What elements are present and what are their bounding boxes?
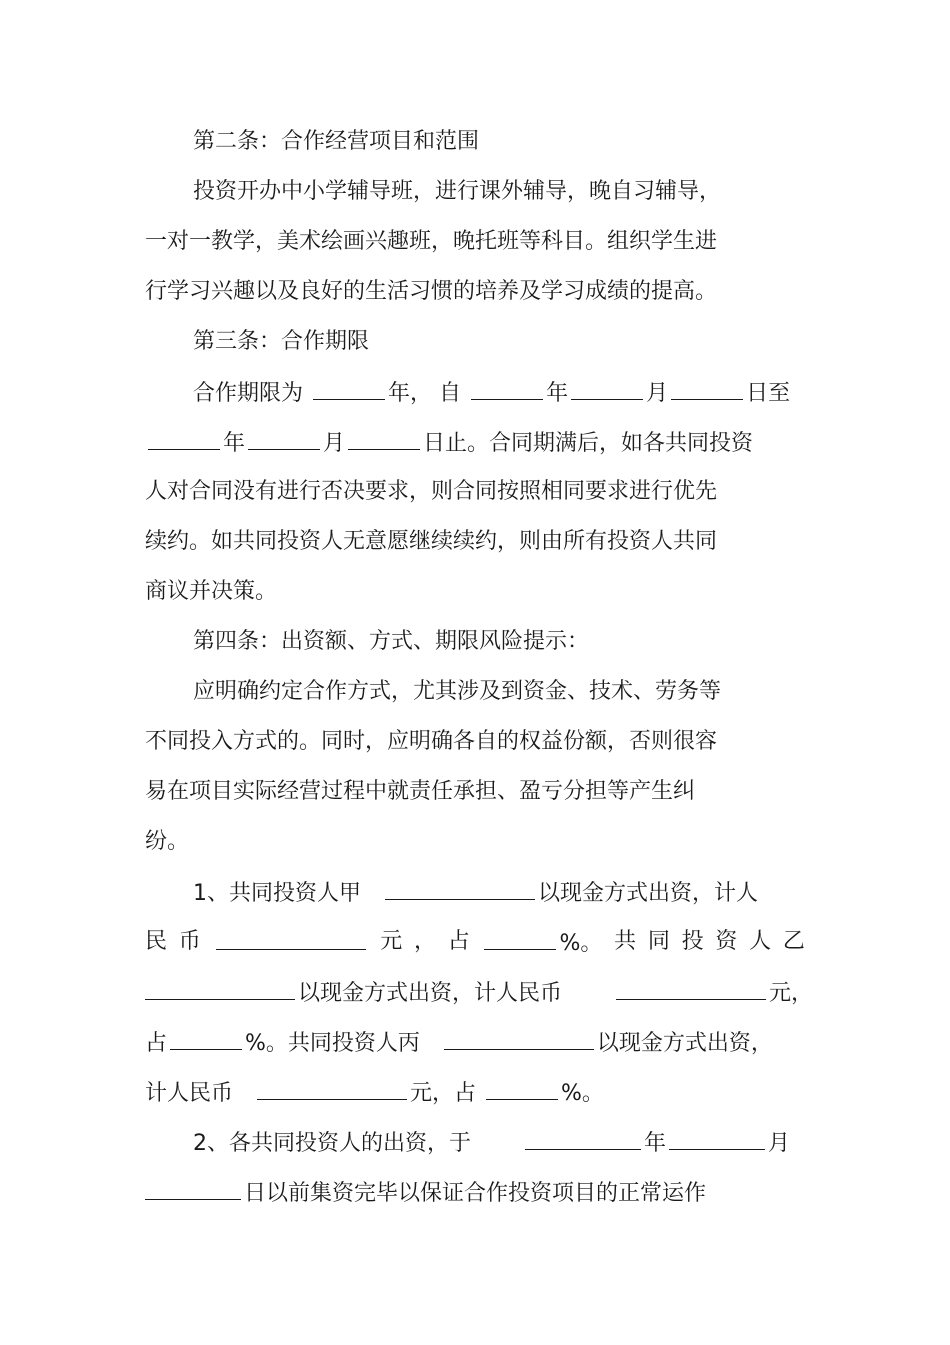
section2-para-line1: 投资开办中小学辅导班，进行课外辅导，晚自习辅导， [193,179,722,204]
clause1-line1: 1、共同投资人甲 以现金方式出资，计人 [193,877,758,907]
term-years-blank [313,377,385,400]
term-line2: 年 月 日止。合同期满后，如各共同投资 [145,427,753,457]
clause2-line1: 2、各共同投资人的出资，于 年 月 [193,1127,790,1157]
clause1-line2: 民 币 元 ， 占 %。 共 同 投 资 人 乙 [145,929,805,956]
investor-a-percent-blank [484,927,556,950]
investor-a-amount-blank [216,927,366,950]
investor-b-percent-blank [170,1027,242,1050]
end-month-blank [248,427,320,450]
section4-heading: 第四条：出资额、方式、期限风险提示： [193,629,590,654]
section2-heading: 第二条：合作经营项目和范围 [193,129,480,154]
investor-c-amount-blank [257,1077,407,1100]
section4-para-line2: 不同投入方式的。同时，应明确各自的权益份额，否则很容 [145,729,718,754]
clause1-line5: 计人民币 元，占 %。 [145,1077,604,1107]
clause2-line2: 日以前集资完毕以保证合作投资项目的正常运作 [145,1177,706,1207]
investor-a-name-blank [385,877,535,900]
section4-para-line4: 纷。 [145,829,190,854]
section2-para-line3: 行学习兴趣以及良好的生活习惯的培养及学习成绩的提高。 [145,279,718,304]
clause1-line4: 占 %。共同投资人丙 以现金方式出资， [145,1027,773,1057]
term-line1: 合作期限为 年， 自 年 月 日至 [193,377,790,407]
deadline-year-blank [525,1127,641,1150]
clause1-line3: 以现金方式出资，计人民币 元， [145,977,813,1007]
term-line3: 人对合同没有进行否决要求，则合同按照相同要求进行优先 [145,479,718,504]
end-year-blank [148,427,220,450]
deadline-day-blank [145,1177,241,1200]
section4-para-line1: 应明确约定合作方式，尤其涉及到资金、技术、劳务等 [193,679,722,704]
start-year-blank [471,377,543,400]
investor-c-name-blank [444,1027,594,1050]
term-prefix: 合作期限为 [193,381,304,406]
section3-heading: 第三条：合作期限 [193,329,370,354]
investor-b-amount-blank [616,977,766,1000]
investor-c-percent-blank [486,1077,558,1100]
start-day-blank [671,377,743,400]
section2-para-line2: 一对一教学，美术绘画兴趣班，晚托班等科目。组织学生进 [145,229,718,254]
deadline-month-blank [669,1127,765,1150]
end-day-blank [348,427,420,450]
term-line4: 续约。如共同投资人无意愿继续续约，则由所有投资人共同 [145,529,718,554]
section4-para-line3: 易在项目实际经营过程中就责任承担、盈亏分担等产生纠 [145,779,696,804]
term-line5: 商议并决策。 [145,579,278,604]
start-month-blank [571,377,643,400]
investor-b-name-blank [145,977,295,1000]
